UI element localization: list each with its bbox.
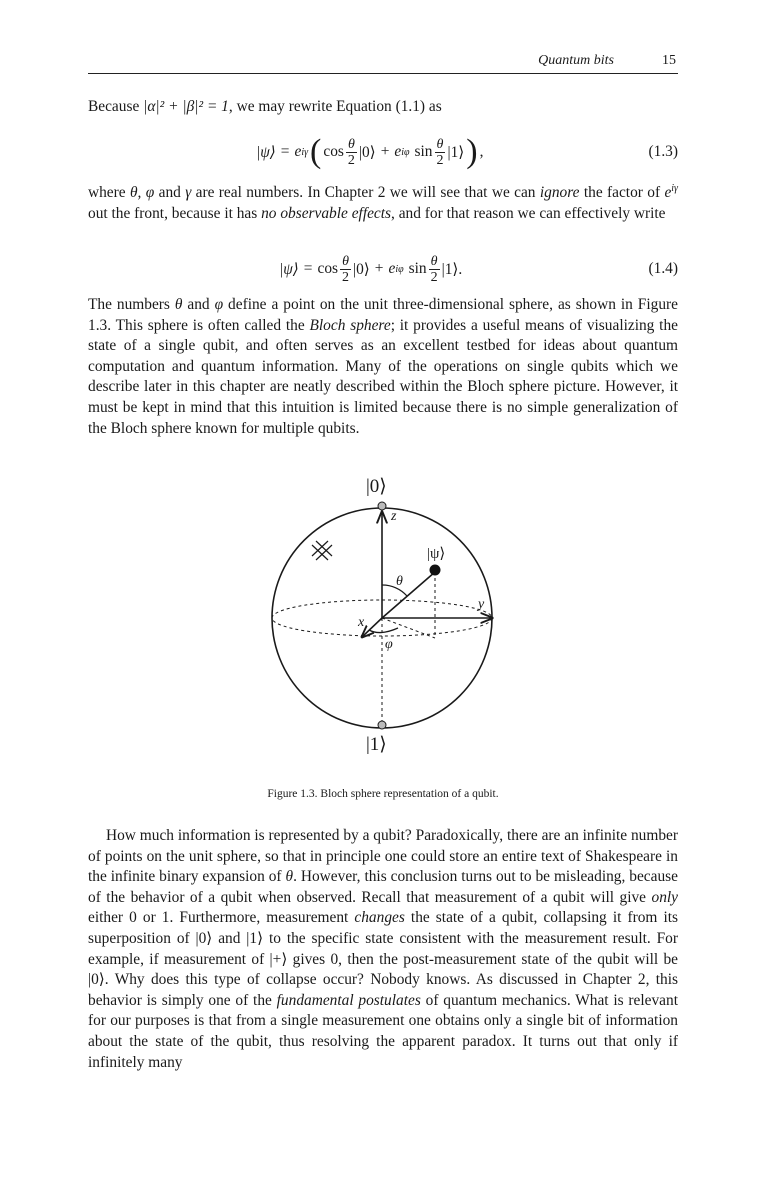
emphasis-ignore: ignore: [539, 184, 580, 202]
ket-zero-label: |0⟩: [366, 476, 387, 497]
z-axis-label: z: [391, 509, 397, 524]
eq14-frac-1-den: 2: [342, 269, 350, 285]
equation-1-3: [88, 130, 678, 174]
paragraph-real-numbers: [88, 179, 678, 224]
eq14-equals: =: [303, 260, 313, 277]
ket-one-label: |1⟩: [366, 734, 387, 755]
para2-t3: are real numbers. In Chapter 2 we will see that we can: [191, 184, 540, 202]
bloch-sphere-figure: [220, 470, 550, 760]
eq13-phase: e: [294, 143, 302, 160]
para2-vars: θ, φ: [129, 184, 155, 202]
ket-psi-label: |ψ⟩: [427, 546, 446, 562]
para2-gamma: γ: [185, 184, 192, 202]
para3-phi: φ: [214, 296, 224, 313]
para4-t3: either 0 or 1. Furthermore, measurement: [88, 909, 355, 927]
eq14-phase: e: [388, 260, 396, 277]
azimuth-projection-line: [382, 618, 435, 638]
equation-1-4: [88, 247, 678, 291]
running-header: [88, 53, 678, 74]
para4-t4: the state of a qubit, collapsing it from its superposition of |0⟩ and |1⟩ to the specific state consistent with the measurement result. For example, if measurement of |+⟩ gives 0, then the post-measurement state of the qubit will be |0⟩. Why does this type of collapse occur? Nobody knows. As discussed in Chapter 2, this behavior is simply one of the: [88, 909, 678, 1009]
eq13-ket1: |1⟩: [447, 143, 465, 161]
para1-lead: Because: [88, 98, 144, 115]
para4-t1: How much information is represented by a qubit? Paradoxically, there are an infinite number of points on the unit sphere, so that in principle one could store an entire text of Shakespeare in the infinite binary expansion of: [88, 827, 678, 886]
eq14-ket1: |1⟩.: [441, 260, 463, 278]
state-point: [430, 565, 441, 576]
eq13-frac-2-num: θ: [436, 136, 444, 152]
page-number: 15: [662, 53, 676, 68]
eq13-lhs: |ψ⟩: [256, 143, 276, 161]
eq14-cos: cos: [317, 260, 339, 277]
equation-number-1-4: (1.4): [648, 260, 678, 277]
eq13-phase2: e: [394, 143, 402, 160]
emphasis-changes: changes: [354, 909, 405, 927]
para3-t4: ; it provides a useful means of visualizing the state of a single qubit, and often serves as an excellent testbed for ideas about quantum computation and quantum information. Many of the operations on single qubits which we describe later in this chapter are neatly described within the Bloch sphere picture. However, it must be kept in mind that this intuition is limited because there is no simple generalization of the Bloch sphere known for multiple qubits.: [88, 316, 678, 437]
eq13-phase-exponent: iγ: [301, 146, 309, 158]
x-axis-label: x: [358, 615, 365, 630]
eq13-frac-1-num: θ: [347, 136, 355, 152]
para2-factor-exponent: iγ: [671, 183, 678, 194]
eq13-frac-1-den: 2: [347, 152, 355, 168]
paragraph-normalization: [88, 97, 678, 118]
eq13-open-paren: (: [310, 133, 322, 170]
eq14-ket0: |0⟩: [353, 260, 370, 278]
theta-label: θ: [396, 574, 403, 589]
equation-number-1-3: (1.3): [648, 143, 678, 160]
para2-t6: , and for that reason we can effectively write: [391, 204, 666, 222]
emphasis-no-observable-effects: no observable effects: [261, 204, 392, 222]
para2-t2: and: [154, 184, 186, 202]
north-pole-point: [378, 502, 386, 510]
eq14-frac-1: [340, 254, 351, 285]
theta-arc: [382, 585, 407, 596]
eq13-cos: cos: [323, 143, 344, 160]
eq14-phase-exponent: iφ: [395, 263, 404, 275]
paragraph-bloch-sphere-intro: [88, 295, 678, 439]
eq14-sin: sin: [408, 260, 427, 277]
eq14-plus: +: [374, 260, 384, 277]
eq14-frac-1-num: θ: [342, 253, 349, 269]
paragraph-information-content: [88, 826, 678, 1073]
eq13-plus: +: [380, 143, 390, 160]
eq13-frac-1: [346, 137, 357, 168]
running-title: Quantum bits: [538, 53, 614, 68]
eq13-phase2-exponent: iφ: [401, 146, 410, 158]
eq14-frac-2-den: 2: [430, 269, 438, 285]
normalization-condition: |α|² + |β|² = 1: [143, 98, 229, 115]
phi-arc: [369, 628, 398, 633]
para4-t5: of quantum mechanics. What is relevant for our purposes is that from a single measurement one obtains only a single bit of information about the state of the qubit, thus resolving the apparent paradox. It turns out that only if infinitely many: [88, 991, 678, 1071]
para3-t1: The numbers: [88, 296, 175, 313]
para2-t4: the factor of: [579, 184, 665, 202]
state-vector: [382, 572, 435, 618]
para2-factor-e: e: [664, 184, 672, 202]
para1-tail: , we may rewrite Equation (1.1) as: [228, 98, 442, 115]
eq13-sin: sin: [414, 143, 433, 160]
eq14-lhs: |ψ⟩: [279, 260, 299, 278]
para3-t2: and: [182, 296, 215, 313]
para3-t3: define a point on the unit three-dimensional sphere, as shown in Figure 1.3. This sphere is often called the: [88, 296, 678, 334]
eq13-frac-2-den: 2: [436, 152, 444, 168]
equation-1-3-body: [256, 130, 483, 174]
eq13-ket0: |0⟩: [358, 143, 376, 161]
equation-1-4-body: [279, 247, 462, 291]
y-axis-label: y: [478, 597, 485, 612]
para4-theta: θ: [285, 868, 294, 886]
eq13-equals: =: [280, 143, 290, 160]
emphasis-only: only: [651, 888, 678, 906]
eq13-comma: ,: [479, 143, 484, 160]
para2-t5: out the front, because it has: [88, 204, 262, 222]
phi-label: φ: [385, 637, 393, 652]
south-pole-point: [378, 721, 386, 729]
eq13-close-paren: ): [466, 133, 478, 170]
emphasis-fundamental-postulates: fundamental postulates: [276, 991, 421, 1009]
para3-theta: θ: [174, 296, 183, 313]
eq13-frac-2: [435, 137, 446, 168]
x-axis-arrow: [362, 618, 382, 637]
figure-caption: Figure 1.3. Bloch sphere representation of a qubit.: [267, 788, 499, 800]
para2-t1: where: [88, 184, 130, 202]
para4-t2: . However, this conclusion turns out to be misleading, because of the behavior of a qubit when observed. Recall that measurement of a qubit will give: [88, 868, 678, 906]
emphasis-bloch-sphere: Bloch sphere: [309, 316, 391, 334]
grid-mark-icon: [312, 541, 332, 560]
eq14-frac-2: [429, 254, 440, 285]
eq14-frac-2-num: θ: [430, 253, 438, 269]
